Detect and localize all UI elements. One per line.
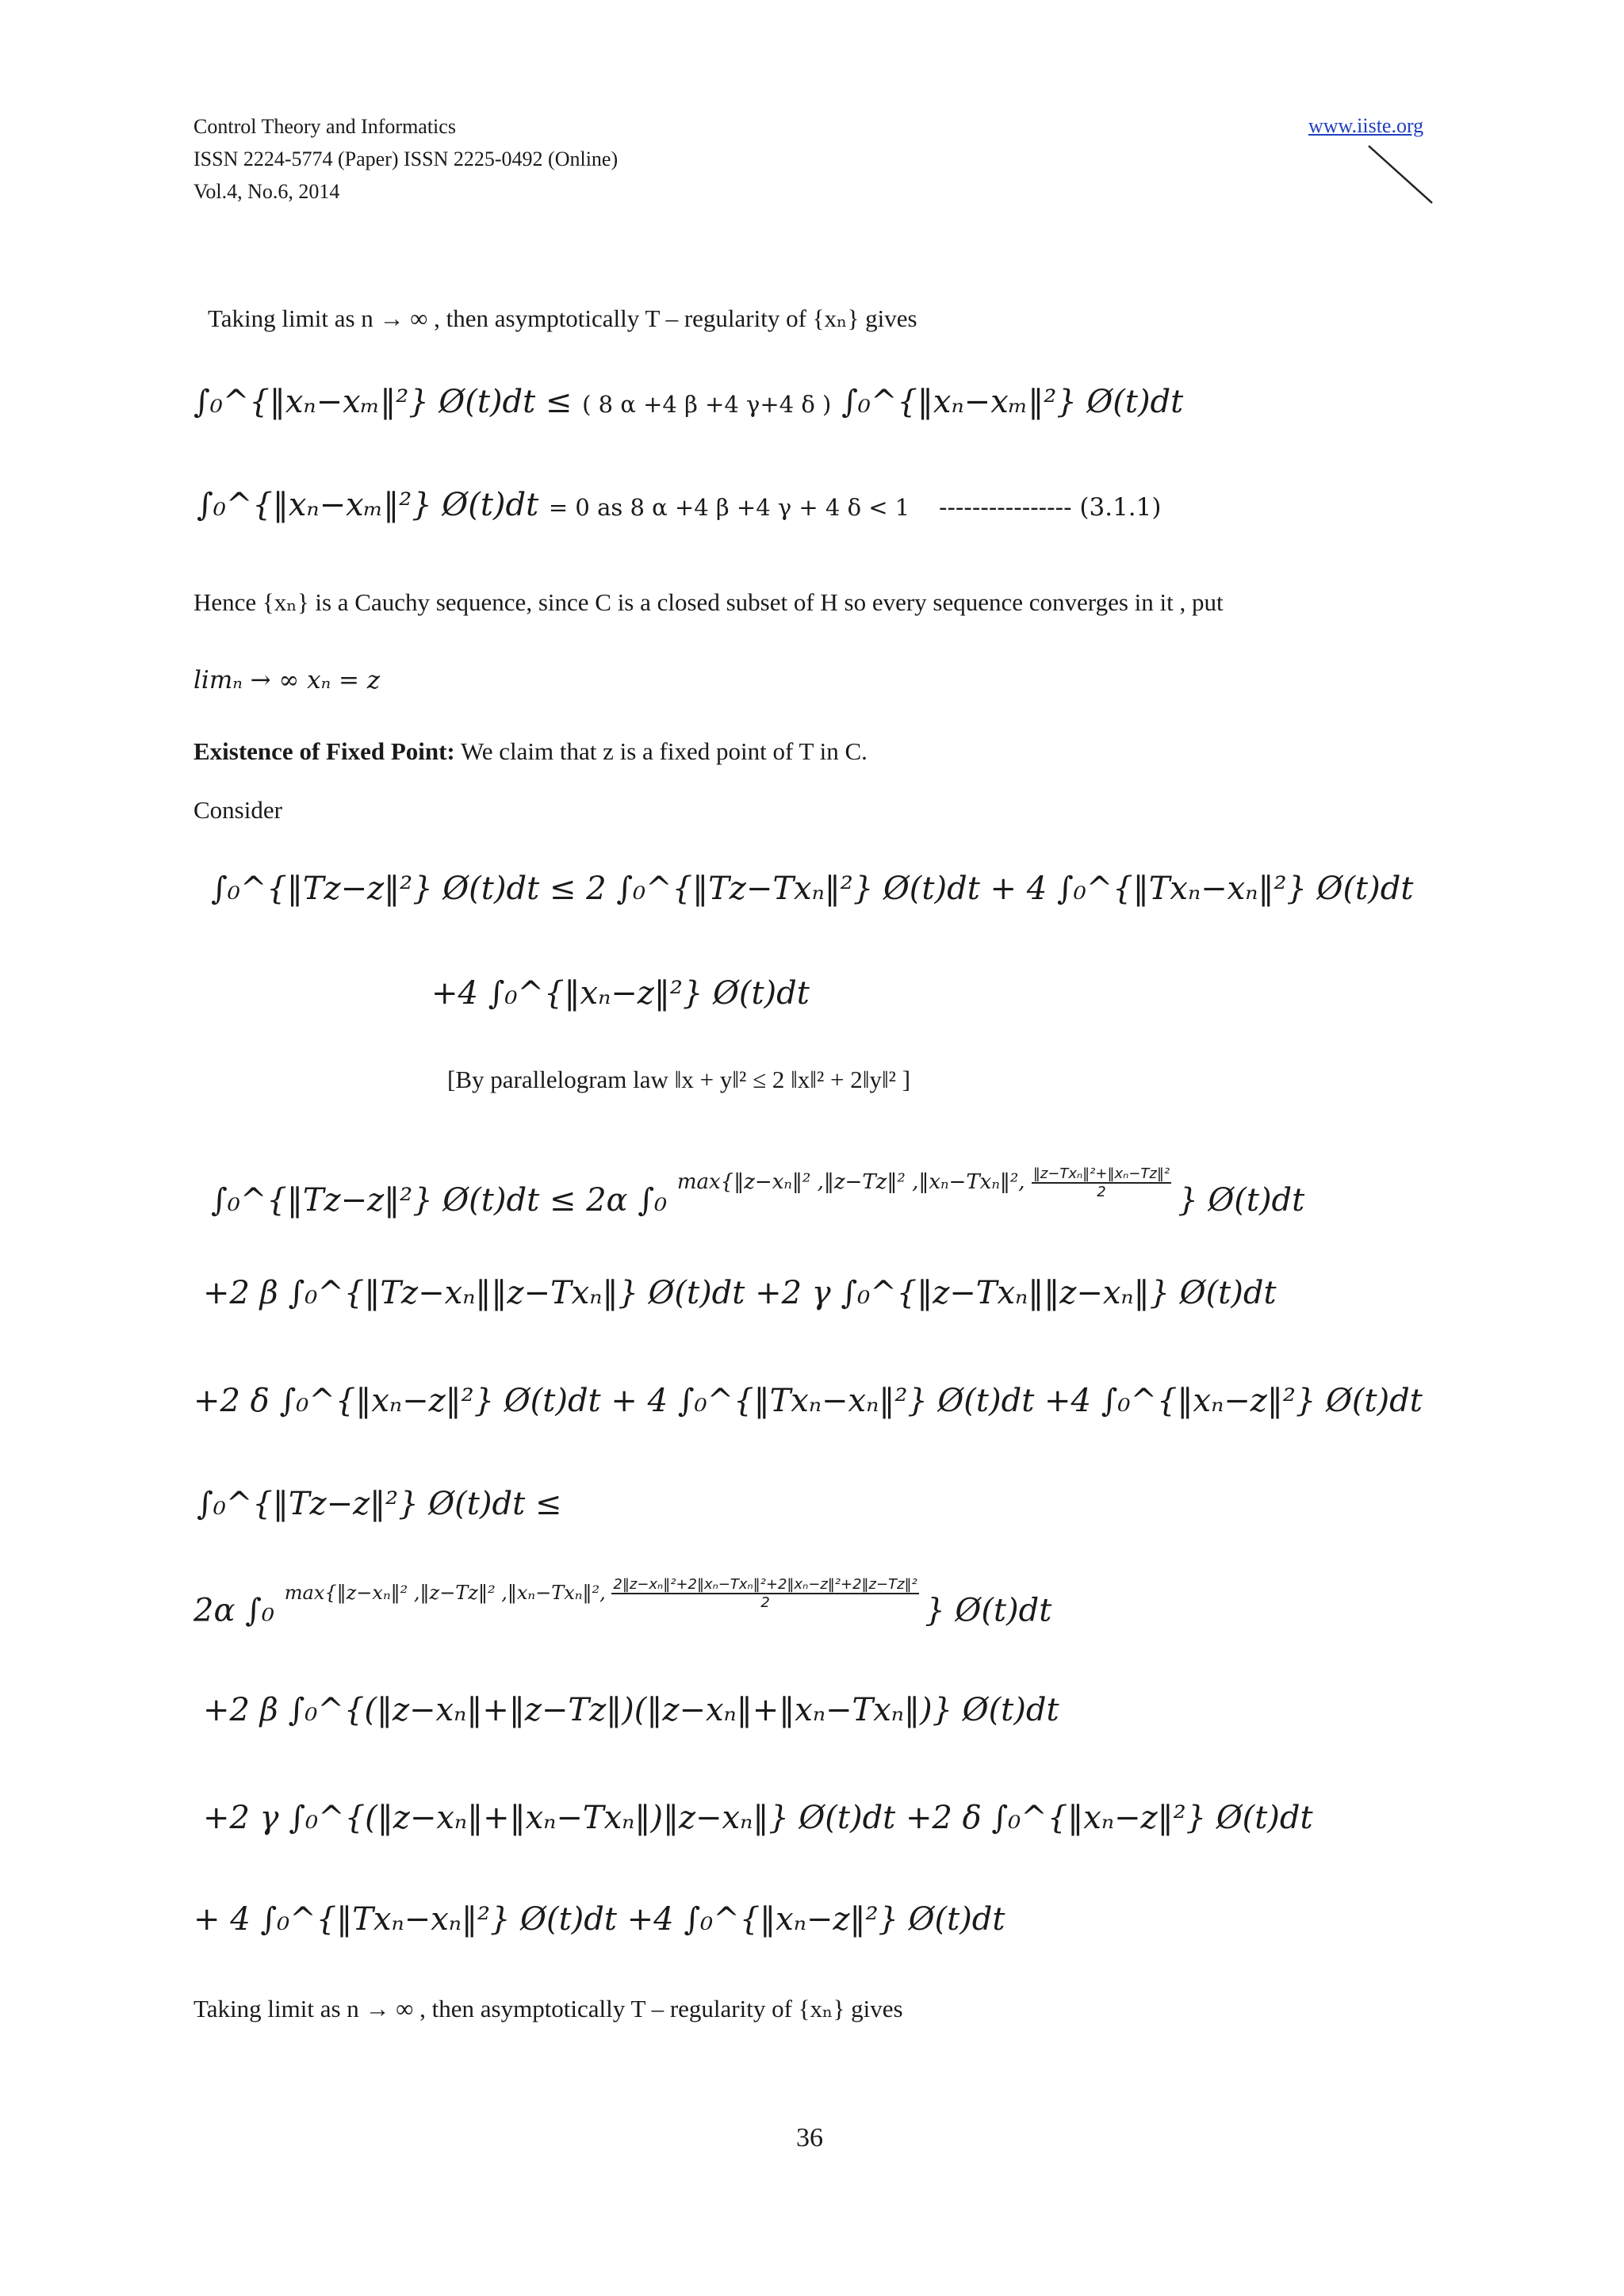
equation-number: ---------------- (3.1.1) — [938, 493, 1162, 522]
equation-4-line-1 — [211, 1165, 1304, 1219]
equation-4-fraction — [1032, 1165, 1171, 1200]
parallelogram-law-note: [By parallelogram law ‖x + y‖² ≤ 2 ‖x‖² + 2‖y‖² ] — [447, 1066, 911, 1093]
equation-1-rhs: ∫₀^{‖xₙ−xₘ‖²} Ø(t)dt — [841, 384, 1184, 420]
equation-2-condition: = 0 as 8 α +4 β +4 γ + 4 δ < 1 — [548, 494, 910, 521]
equation-1-coefficients: ( 8 α +4 β +4 γ+4 δ ) — [582, 391, 832, 418]
equation-4-fraction-numerator: ‖z−Txₙ‖²+‖xₙ−Tz‖² — [1032, 1165, 1170, 1182]
equation-5-line-2 — [193, 1576, 1051, 1629]
limit-definition: limₙ → ∞ xₙ = z — [193, 666, 381, 695]
existence-paragraph — [193, 737, 868, 766]
equation-5-line-2-end: } Ø(t)dt — [925, 1592, 1052, 1629]
equation-5-line-4: +2 γ ∫₀^{(‖z−xₙ‖+‖xₙ−Txₙ‖)‖z−xₙ‖} Ø(t)dt +2 δ ∫₀^{‖xₙ−z‖²} Ø(t)dt — [203, 1800, 1313, 1836]
header-decoration-line — [1365, 143, 1437, 206]
equation-5-line-3: +2 β ∫₀^{(‖z−xₙ‖+‖z−Tz‖)(‖z−xₙ‖+‖xₙ−Txₙ‖)} Ø(t)dt — [203, 1692, 1059, 1728]
issn-line: ISSN 2224-5774 (Paper) ISSN 2225-0492 (Online) — [193, 147, 619, 170]
equation-1-lhs: ∫₀^{‖xₙ−xₘ‖²} Ø(t)dt ≤ — [193, 384, 573, 420]
equation-5-fraction-numerator: 2‖z−xₙ‖²+2‖xₙ−Txₙ‖²+2‖xₙ−z‖²+2‖z−Tz‖² — [613, 1576, 917, 1593]
equation-2 — [197, 487, 1161, 523]
journal-url-link[interactable]: www.iiste.org — [1308, 114, 1424, 137]
equation-5-max-terms: max{‖z−xₙ‖² ,‖z−Tz‖² ,‖xₙ−Txₙ‖², — [284, 1581, 606, 1604]
equation-4-line-2: +2 β ∫₀^{‖Tz−xₙ‖‖z−Txₙ‖} Ø(t)dt +2 γ ∫₀^{‖z−Txₙ‖‖z−xₙ‖} Ø(t)dt — [203, 1275, 1277, 1311]
equation-4-line-1-lhs: ∫₀^{‖Tz−z‖²} Ø(t)dt ≤ 2α ∫₀ — [211, 1182, 668, 1219]
hence-paragraph: Hence {xₙ} is a Cauchy sequence, since C is a closed subset of H so every sequence converges in it , put — [193, 588, 1224, 616]
existence-heading: Existence of Fixed Point: — [193, 737, 455, 765]
journal-title: Control Theory and Informatics — [193, 115, 456, 138]
equation-4-max-expression — [676, 1165, 1178, 1200]
equation-2-lhs: ∫₀^{‖xₙ−xₘ‖²} Ø(t)dt — [197, 487, 539, 523]
equation-4-fraction-denominator: 2 — [1097, 1184, 1106, 1200]
equation-5-line-2-start: 2α ∫₀ — [193, 1592, 275, 1629]
page-number: 36 — [796, 2123, 823, 2152]
equation-4-line-1-end: } Ø(t)dt — [1178, 1182, 1305, 1219]
volume-line: Vol.4, No.6, 2014 — [193, 180, 340, 203]
equation-5-line-5: + 4 ∫₀^{‖Txₙ−xₙ‖²} Ø(t)dt +4 ∫₀^{‖xₙ−z‖²} Ø(t)dt — [193, 1901, 1005, 1938]
equation-5-fraction-denominator: 2 — [760, 1594, 770, 1611]
outro-line: Taking limit as n → ∞ , then asymptotically T – regularity of {xₙ} gives — [193, 1995, 903, 2022]
equation-1 — [193, 384, 1183, 420]
consider-label: Consider — [193, 796, 282, 824]
intro-line: Taking limit as n → ∞ , then asymptotically T – regularity of {xₙ} gives — [208, 304, 917, 332]
equation-4-line-3: +2 δ ∫₀^{‖xₙ−z‖²} Ø(t)dt + 4 ∫₀^{‖Txₙ−xₙ‖²} Ø(t)dt +4 ∫₀^{‖xₙ−z‖²} Ø(t)dt — [193, 1383, 1423, 1419]
equation-4-max-terms: max{‖z−xₙ‖² ,‖z−Tz‖² ,‖xₙ−Txₙ‖², — [676, 1170, 1025, 1194]
equation-3-line-1: ∫₀^{‖Tz−z‖²} Ø(t)dt ≤ 2 ∫₀^{‖Tz−Txₙ‖²} Ø(t)dt + 4 ∫₀^{‖Txₙ−xₙ‖²} Ø(t)dt — [211, 871, 1414, 907]
equation-5-max-expression — [284, 1576, 925, 1611]
existence-claim: We claim that z is a fixed point of T in C. — [454, 737, 868, 765]
equation-5-line-1: ∫₀^{‖Tz−z‖²} Ø(t)dt ≤ — [197, 1486, 562, 1522]
equation-3-line-2: +4 ∫₀^{‖xₙ−z‖²} Ø(t)dt — [431, 975, 810, 1012]
equation-5-fraction — [611, 1576, 918, 1611]
